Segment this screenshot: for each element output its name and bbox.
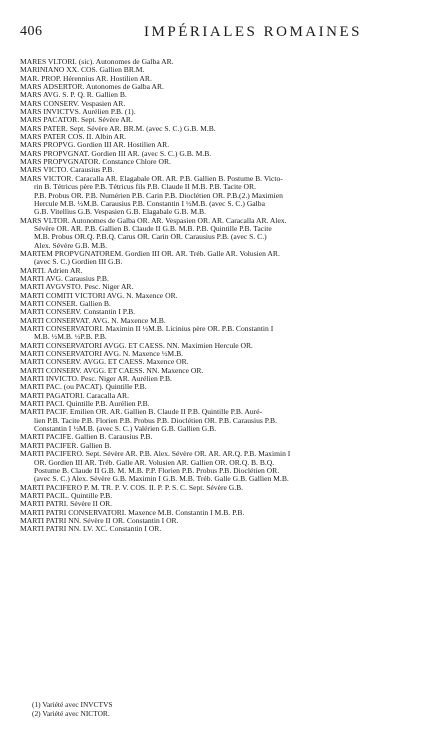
coin-legend-list	[20, 58, 426, 534]
legend-line-text: MARS PATER. Sept. Sévère AR. BR.M. (avec S. C.) G.B. M.B.	[20, 123, 216, 133]
legend-line-text: Constantin I ½M.B. (avec S. C.) Valérien G.B. Gallien G.B.	[34, 424, 217, 434]
legend-line-text: MARS INVICTVS. Aurélien P.B. (1).	[20, 107, 136, 117]
legend-line-text: MARS AVG. S. P. Q. R. Gallien B.	[20, 90, 127, 100]
legend-line-text: Sévère OR. AR. P.B. Gallien B. Claude II G.B. M.B. P.B. Quintille P.B. Tacite	[34, 223, 272, 233]
legend-line-text: MARTI PACI. Quintille P.B. Aurélien P.B.	[20, 399, 150, 409]
legend-line-text: MARTI INVICTO. Pesc. Niger AR. Aurélien P.B.	[20, 374, 172, 384]
legend-line-text: Alex. Sévère G.B. M.B.	[34, 240, 107, 250]
running-title: IMPÉRIALES ROMAINES	[144, 24, 362, 40]
legend-line-text: MARTI PATRI CONSERVATORI. Maxence M.B. Constantin I M.B. P.B.	[20, 507, 245, 517]
legend-line-text: MARS VICTO. Carausius P.B.	[20, 165, 115, 175]
legend-line-text: MARTI CONSERVATORI AVGG. ET CAESS. NN. Maximien Hercule OR.	[20, 340, 253, 350]
legend-line-text: MARTI CONSERV. Constantin I P.B.	[20, 307, 136, 317]
legend-line-text: MARS ADSERTOR. Autonomes de Galba AR.	[20, 82, 164, 92]
legend-line-text: MARS PROPVG. Gordien III AR. Hostilien AR.	[20, 140, 170, 150]
legend-line-text: MARTI PACIF. Emilien OR. AR. Gallien B. Claude II P.B. Quintille P.B. Auré-	[20, 407, 263, 417]
legend-line-text: MARTI CONSERVATORI. Maximin II ½M.B. Licinius père OR. P.B. Constantin I	[20, 324, 274, 333]
legend-line-text: (avec S. C.) Gordien III G.B.	[34, 257, 123, 267]
legend-line-text: MARTI PACIFERO P. M. TR. P. V. COS. II. P. P. S. C. Sept. Sévère G.B.	[20, 482, 244, 492]
page-header	[20, 24, 428, 44]
legend-line-text: MARTI CONSERVAT. AVG. N. Maxence M.B.	[20, 315, 166, 325]
legend-line-text: MARS PATER COS. II. Albin AR.	[20, 132, 127, 142]
legend-line-text: MARTI PACIL. Quintille P.B.	[20, 490, 113, 500]
footnote: (1) Variété avec INVCTVS	[32, 700, 113, 709]
legend-line-text: MARTI PAC. (ou PACAT). Quintille P.B.	[20, 382, 147, 392]
legend-line-text: MARTI PAGATORI. Caracalla AR.	[20, 390, 130, 400]
legend-line-text: MARTI PATRI NN. LV. XC. Constantin I OR.	[20, 524, 162, 534]
legend-line-text: MARTI CONSERVATORI AVG. N. Maxence ½M.B.	[20, 349, 184, 359]
legend-line-text: MARES VLTORI. (sic). Autonomes de Galba AR.	[20, 57, 174, 66]
legend-line-text: MARS VLTOR. Autonomes de Galba OR. AR. Vespasien OR. AR. Caracalla AR. Alex.	[20, 215, 287, 225]
legend-line-text: P.B. Probus OR. P.B. Numérien P.B. Carin P.B. Dioclétien OR. P.B.(2.) Maximien	[34, 190, 283, 200]
legend-line-text: MAR. PROP. Hérennius AR. Hostilien AR.	[20, 73, 152, 83]
legend-line-text: MARTI CONSERV. AVGG. ET CAESS. NN. Maxence OR.	[20, 365, 204, 375]
footnotes	[32, 700, 412, 718]
legend-line-text: OR. Gordien III AR. Tréb. Galle AR. Volusien AR. Gallien OR. OR.Q. B. B.Q.	[34, 457, 275, 467]
legend-line-text: Postume B. Claude II G.B. M. M.B. P.P. Florien P.B. Probus P.B. Dioclétien OR.	[34, 465, 280, 475]
legend-line-text: MARTI PACIFE. Gallien B. Carausius P.B.	[20, 432, 153, 442]
legend-line-text: lien P.B. Tacite P.B. Florien P.B. Probus P.B. Dioclétien OR. P.B. Carausius P.B.	[34, 415, 277, 425]
legend-line-text: M.B. ½M.B. ½P.B. P.B.	[34, 332, 107, 342]
legend-line-text: MARS PACATOR. Sept. Sévère AR.	[20, 115, 133, 125]
legend-line-text: G.B. Vitellius G.B. Vespasien G.B. Elagabale G.B. M.B.	[34, 207, 207, 217]
legend-line-text: MARTI PACIFERO. Sept. Sévère AR. P.B. Alex. Sévère OR. AR. AR.Q. P.B. Maximin I	[20, 449, 291, 459]
legend-line-text: (avec S. C.) Alex. Sévère G.B. Maximin I G.B. M.B. Tréb. Galle G.B. Gallien M.B.	[34, 474, 289, 484]
legend-line-text: MARTI CONSERV. AVGG. ET CAESS. Maxence OR.	[20, 357, 189, 367]
legend-line-text: rin B. Tétricus père P.B. Tétricus fils P.B. Claude II M.B. P.B. Tacite OR.	[34, 182, 256, 192]
legend-line-text: MARTI AVGVSTO. Pesc. Niger AR.	[20, 282, 134, 292]
legend-line-text: MARTI. Adrien AR.	[20, 265, 83, 275]
legend-line-text: MARS CONSERV. Vespasien AR.	[20, 98, 126, 108]
legend-line-text: MARTI PATRI. Sévère II OR.	[20, 499, 113, 509]
legend-line-text: MARTI PACIFER. Gallien B.	[20, 440, 112, 450]
legend-line-text: MARTI PATRI NN. Sévère II OR. Constantin I OR.	[20, 515, 179, 525]
legend-line-text: Hercule M.B. ½M.B. Carausius P.B. Constantin I ½M.B. (avec S. C.) Galba	[34, 198, 265, 208]
legend-line-text: MARS VICTOR. Caracalla AR. Elagabale OR. AR. P.B. Gallien B. Postume B. Victo-	[20, 173, 283, 183]
legend-line-text: MARTEM PROPVGNATOREM. Gordien III OR. AR. Tréb. Galle AR. Volusien AR.	[20, 248, 280, 258]
legend-line-text: MARTI AVG. Carausius P.B.	[20, 273, 109, 283]
page-number: 406	[20, 24, 43, 39]
legend-line	[20, 525, 426, 533]
legend-line-text: MARS PROPVGNAT. Gordien III AR. (avec S. C.) G.B. M.B.	[20, 148, 212, 158]
footnote: (2) Variété avec NICTOR.	[32, 709, 110, 718]
legend-line-text: MARS PROPVGNATOR. Constance Chlore OR.	[20, 157, 171, 167]
legend-line-text: MARTI COMITI VICTORI AVG. N. Maxence OR.	[20, 290, 178, 300]
legend-line-text: M.B. Probus OR.Q. P.B.Q. Carus OR. Carin OR. Carausius P.B. (avec S. C.)	[34, 232, 267, 242]
legend-line-text: MARINIANO XX. COS. Gallien BR.M.	[20, 65, 145, 75]
legend-line-text: MARTI CONSER. Gallien B.	[20, 298, 111, 308]
